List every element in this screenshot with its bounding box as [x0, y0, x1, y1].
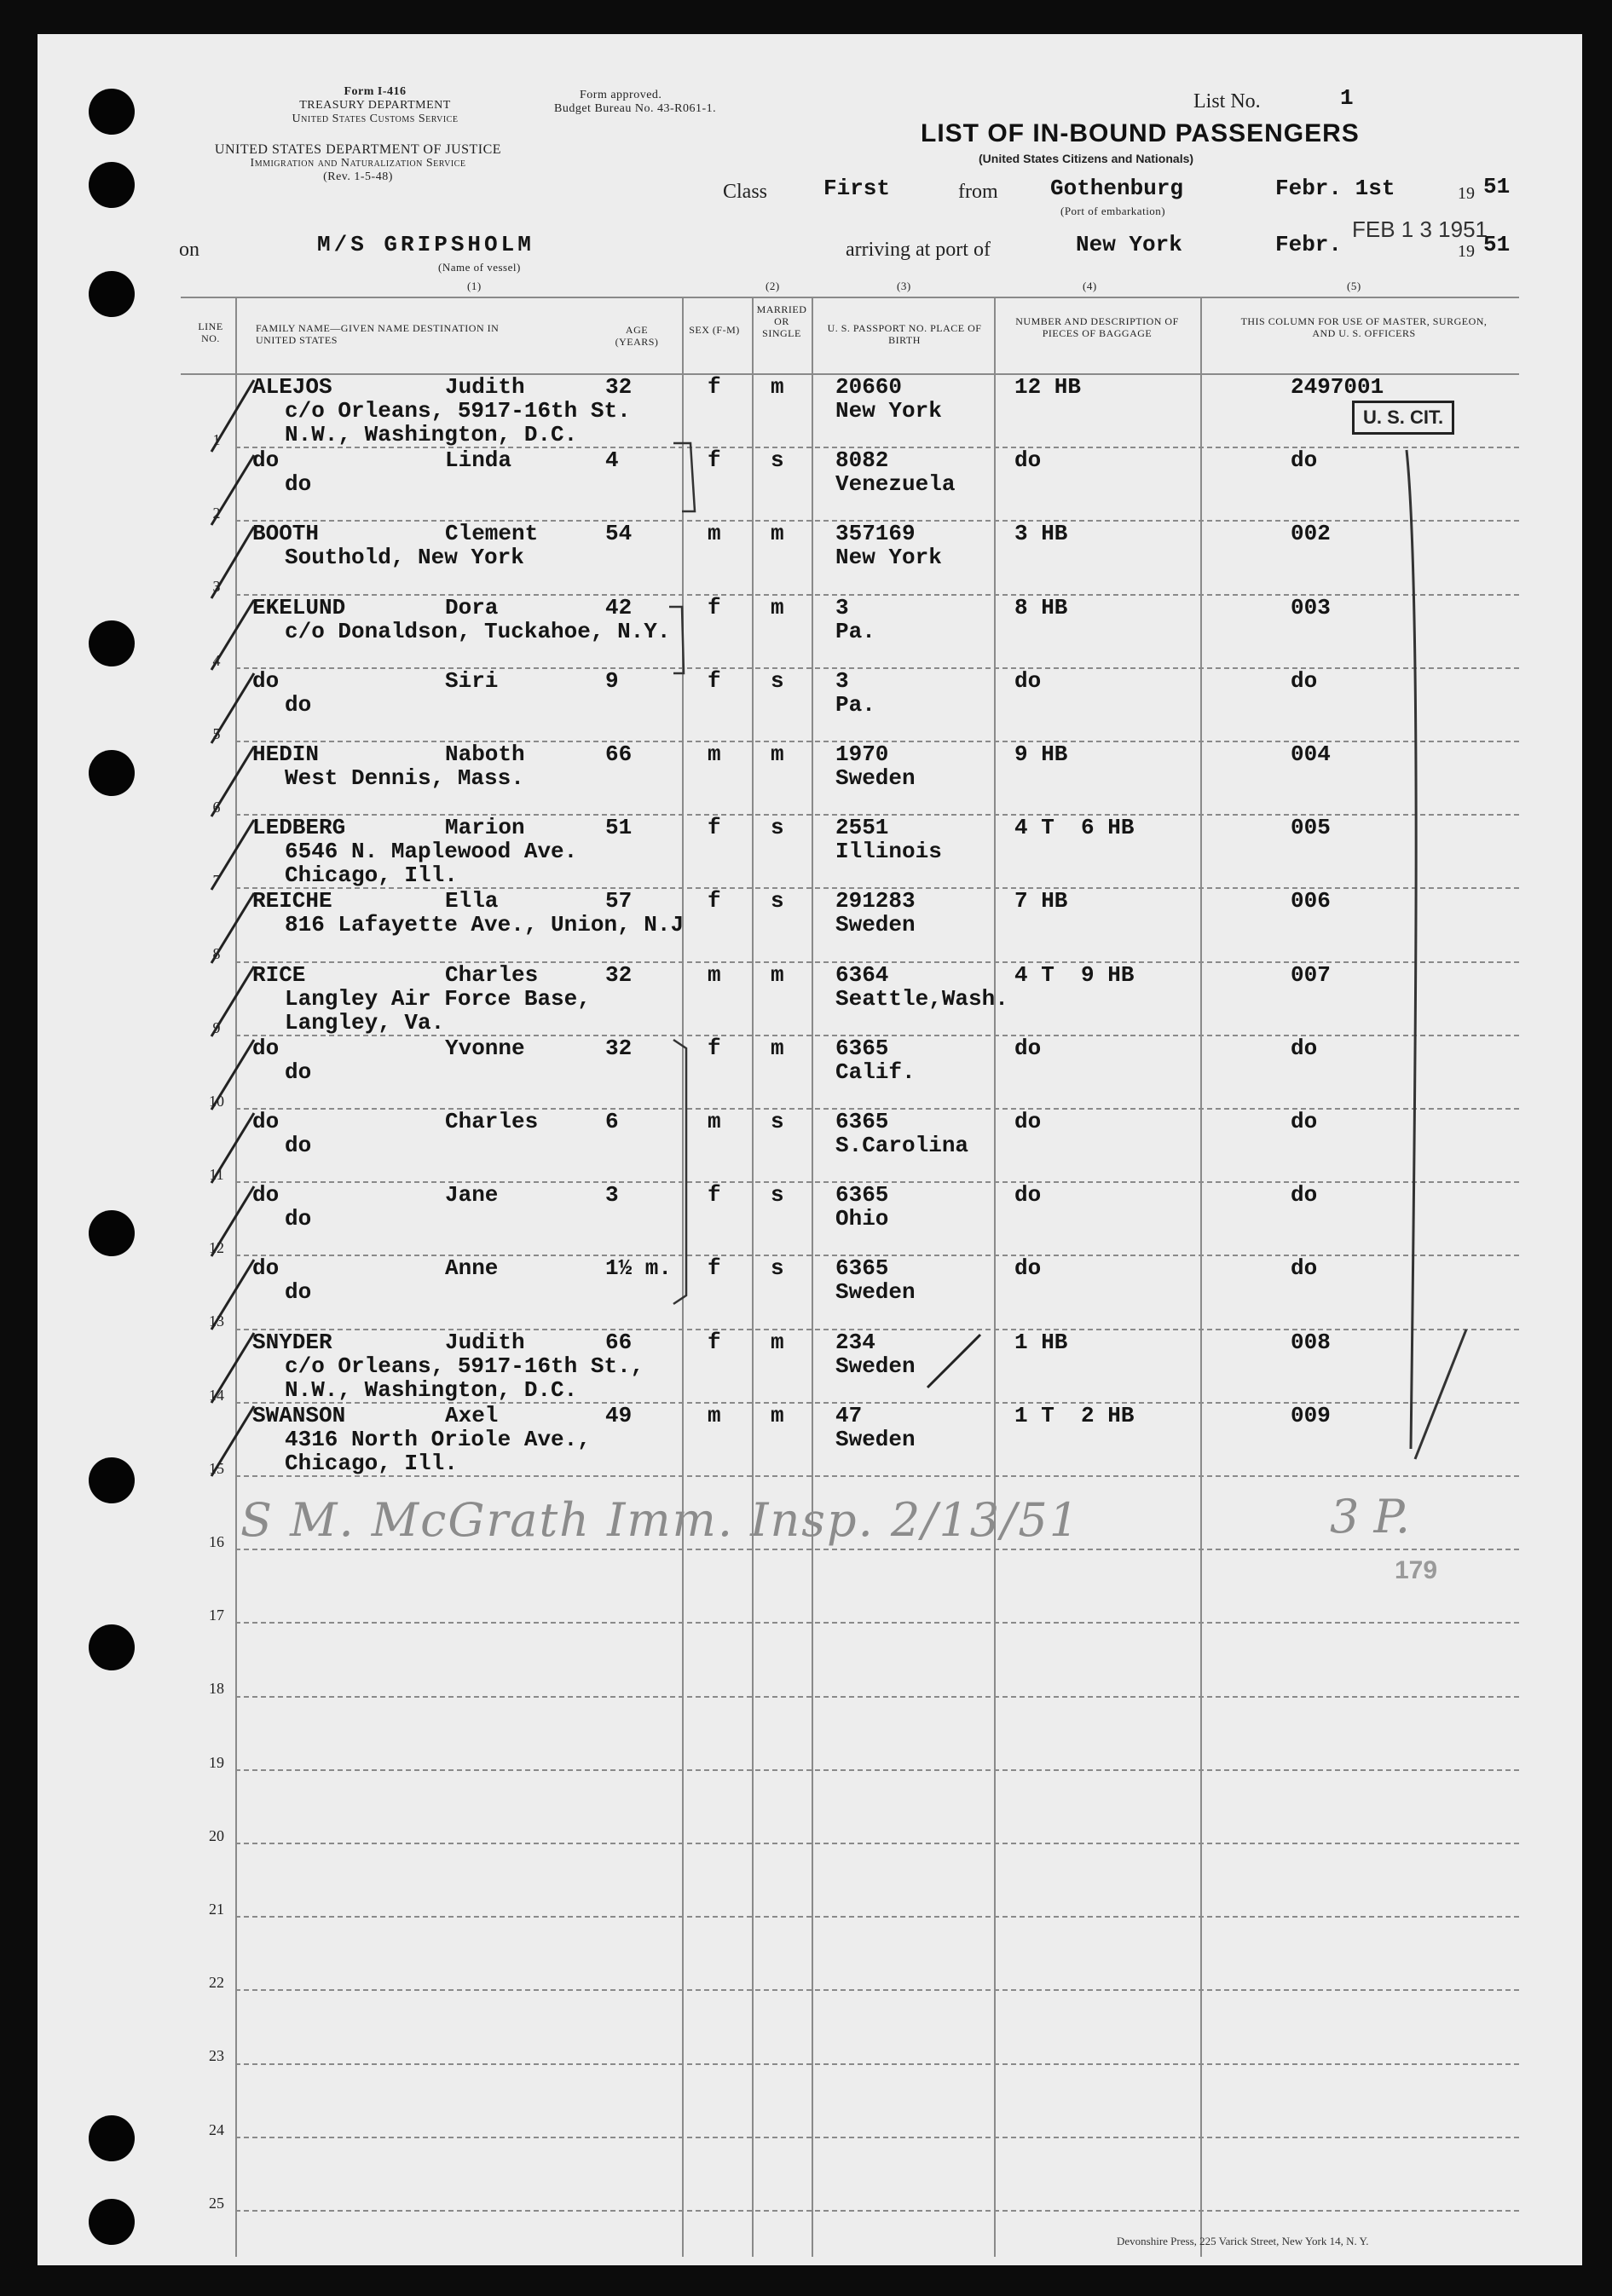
- passport-number: 234: [835, 1329, 875, 1355]
- officer-note: do: [1291, 1109, 1318, 1134]
- marital-status: s: [771, 1255, 784, 1282]
- destination: do: [285, 1133, 312, 1158]
- place-of-birth: Seattle,Wash.: [835, 985, 1008, 1012]
- family-name: BOOTH: [252, 521, 320, 547]
- officer-note: do: [1291, 447, 1318, 474]
- sex: f: [708, 667, 721, 694]
- destination: Langley Air Force Base,: [285, 985, 591, 1012]
- sex: m: [708, 1402, 721, 1428]
- marital-status: s: [771, 667, 784, 694]
- destination: c/o Orleans, 5917-16th St.,: [285, 1353, 644, 1379]
- baggage: 3 HB: [1014, 521, 1068, 547]
- sex: f: [708, 594, 721, 620]
- rev-label: (Rev. 1-5-48): [323, 170, 393, 183]
- officer-note: do: [1291, 1035, 1318, 1061]
- destination: do: [285, 471, 312, 498]
- signature-note: 3 P.: [1330, 1490, 1411, 1543]
- age: 9: [605, 667, 619, 694]
- place-of-birth: Sweden: [835, 765, 916, 791]
- passport-number: 8082: [835, 447, 889, 474]
- place-of-birth: New York: [835, 545, 942, 571]
- depart-date: Febr. 1st: [1275, 176, 1395, 201]
- place-of-birth: Venezuela: [835, 471, 956, 498]
- sex: m: [708, 741, 721, 767]
- sex: f: [708, 815, 721, 841]
- col-head-sex: SEX (F-M): [689, 324, 740, 336]
- place-of-birth: Calif.: [835, 1059, 916, 1085]
- col-number: (2): [766, 280, 780, 292]
- place-of-birth: Sweden: [835, 912, 916, 938]
- officer-note: do: [1291, 1255, 1318, 1282]
- col-head-married: MARRIED OR SINGLE: [756, 303, 807, 339]
- inspector-signature: S M. McGrath Imm. Insp. 2/13/51: [240, 1493, 1081, 1547]
- family-name: do: [252, 1182, 280, 1209]
- arriving-label: arriving at port of: [846, 239, 991, 261]
- given-name: Siri: [445, 667, 499, 694]
- list-no-label: List No.: [1193, 90, 1261, 112]
- destination: do: [285, 1206, 312, 1232]
- baggage: do: [1014, 1255, 1042, 1282]
- printer-footer: Devonshire Press, 225 Varick Street, New York 14, N. Y.: [1117, 2235, 1369, 2247]
- year-prefix-1: 19: [1458, 184, 1475, 203]
- officer-note: do: [1291, 667, 1318, 694]
- col-number: (3): [897, 280, 911, 292]
- place-of-birth: Sweden: [835, 1353, 916, 1379]
- passport-number: 6365: [835, 1182, 889, 1209]
- arrival-port: New York: [1076, 232, 1182, 257]
- sex: m: [708, 961, 721, 988]
- line-number: 13: [209, 1312, 224, 1330]
- destination: do: [285, 691, 312, 718]
- age: 4: [605, 447, 619, 474]
- age: 49: [605, 1402, 633, 1428]
- officer-note: 2497001: [1291, 374, 1384, 400]
- family-name: do: [252, 667, 280, 694]
- budget-number: Budget Bureau No. 43-R061-1.: [554, 102, 717, 115]
- given-name: Jane: [445, 1182, 499, 1209]
- baggage: do: [1014, 667, 1042, 694]
- family-name: SWANSON: [252, 1402, 346, 1428]
- on-label: on: [179, 239, 199, 261]
- destination: N.W., Washington, D.C.: [285, 1376, 578, 1403]
- line-number: 6: [212, 799, 221, 816]
- destination: N.W., Washington, D.C.: [285, 422, 578, 447]
- col-number: (5): [1347, 280, 1361, 292]
- col-head-name: FAMILY NAME—GIVEN NAME DESTINATION IN UNITED STATES: [256, 322, 500, 346]
- col-head-passport: U. S. PASSPORT NO. PLACE OF BIRTH: [827, 322, 982, 346]
- justice-label: UNITED STATES DEPARTMENT OF JUSTICE: [214, 142, 502, 157]
- arrival-date: Febr.: [1275, 232, 1343, 257]
- age: 32: [605, 961, 633, 988]
- family-name: do: [252, 1109, 280, 1134]
- passport-number: 6364: [835, 961, 889, 988]
- class-value: First: [823, 176, 891, 201]
- given-name: Judith: [445, 1329, 525, 1355]
- given-name: Dora: [445, 594, 499, 620]
- sex: m: [708, 521, 721, 547]
- marital-status: m: [771, 961, 784, 988]
- given-name: Yvonne: [445, 1035, 525, 1061]
- officer-note: 009: [1291, 1402, 1331, 1428]
- marital-status: m: [771, 521, 784, 547]
- year-prefix-2: 19: [1458, 242, 1475, 261]
- family-name: SNYDER: [252, 1329, 332, 1355]
- destination: do: [285, 1279, 312, 1306]
- baggage: do: [1014, 1182, 1042, 1209]
- col-head-line: LINE NO.: [198, 320, 223, 344]
- place-of-birth: Ohio: [835, 1206, 889, 1232]
- baggage: 12 HB: [1014, 374, 1082, 400]
- baggage: 4 T 6 HB: [1014, 815, 1135, 841]
- col-number: (1): [467, 280, 482, 292]
- passport-number: 3: [835, 594, 849, 620]
- age: 42: [605, 594, 633, 620]
- sex: f: [708, 1255, 721, 1282]
- page-title: LIST OF IN-BOUND PASSENGERS: [921, 119, 1360, 147]
- age: 66: [605, 1329, 633, 1355]
- passport-number: 6365: [835, 1255, 889, 1282]
- sex: f: [708, 374, 721, 400]
- sex: f: [708, 888, 721, 914]
- line-number: 15: [209, 1459, 224, 1477]
- family-name: HEDIN: [252, 741, 320, 767]
- destination: West Dennis, Mass.: [285, 765, 524, 791]
- marital-status: m: [771, 374, 784, 400]
- baggage: do: [1014, 1109, 1042, 1134]
- baggage: 4 T 9 HB: [1014, 961, 1135, 988]
- port-caption: (Port of embarkation): [1060, 205, 1166, 217]
- destination: 6546 N. Maplewood Ave.: [285, 839, 578, 865]
- officer-note: 006: [1291, 888, 1331, 914]
- passport-number: 6365: [835, 1109, 889, 1134]
- officer-note: do: [1291, 1182, 1318, 1209]
- family-name: EKELUND: [252, 594, 346, 620]
- from-label: from: [958, 181, 998, 203]
- age: 66: [605, 741, 633, 767]
- line-number: 19: [209, 1753, 224, 1771]
- destination: Southold, New York: [285, 545, 524, 571]
- destination: c/o Orleans, 5917-16th St.: [285, 398, 631, 424]
- given-name: Anne: [445, 1255, 499, 1282]
- family-name: do: [252, 1035, 280, 1061]
- line-number: 20: [209, 1826, 224, 1844]
- sex: f: [708, 1329, 721, 1355]
- list-no-value: 1: [1340, 85, 1354, 111]
- line-number: 3: [212, 578, 221, 596]
- marital-status: m: [771, 1035, 784, 1061]
- page-subtitle: (United States Citizens and Nationals): [979, 152, 1194, 165]
- family-name: REICHE: [252, 888, 332, 914]
- given-name: Naboth: [445, 741, 525, 767]
- line-number: 14: [209, 1386, 224, 1404]
- baggage: 7 HB: [1014, 888, 1068, 914]
- sex: f: [708, 1035, 721, 1061]
- age: 32: [605, 374, 633, 400]
- col-head-officers: THIS COLUMN FOR USE OF MASTER, SURGEON, AND U. S. OFFICERS: [1240, 315, 1488, 339]
- destination: Chicago, Ill.: [285, 862, 458, 889]
- place-of-birth: Pa.: [835, 691, 875, 718]
- vessel-name: M/S GRIPSHOLM: [317, 232, 534, 257]
- marital-status: m: [771, 594, 784, 620]
- age: 1½ m.: [605, 1255, 673, 1282]
- line-number: 18: [209, 1680, 224, 1698]
- line-number: 25: [209, 2194, 224, 2212]
- line-check-marks: [211, 380, 980, 1476]
- form-approved: Form approved.: [580, 89, 662, 101]
- page-number-stamp: 179: [1395, 1556, 1438, 1584]
- line-number: 10: [209, 1092, 224, 1110]
- line-number: 11: [209, 1166, 224, 1183]
- destination: do: [285, 1059, 312, 1085]
- officer-note: 003: [1291, 594, 1331, 620]
- from-value: Gothenburg: [1050, 176, 1184, 201]
- officer-note: 004: [1291, 741, 1331, 767]
- age: 54: [605, 521, 633, 547]
- family-name: LEDBERG: [252, 815, 346, 841]
- officer-note: 002: [1291, 521, 1331, 547]
- line-number: 16: [209, 1533, 224, 1550]
- line-number: 23: [209, 2047, 224, 2065]
- treasury-label: TREASURY DEPARTMENT: [299, 99, 451, 112]
- line-number: 9: [212, 1018, 221, 1036]
- form-number: Form I-416: [344, 85, 407, 98]
- passport-number: 2551: [835, 815, 889, 841]
- passport-number: 20660: [835, 374, 903, 400]
- destination: 4316 North Oriole Ave.,: [285, 1426, 591, 1452]
- marital-status: s: [771, 1182, 784, 1209]
- marital-status: m: [771, 741, 784, 767]
- col-head-age: AGE (YEARS): [615, 324, 659, 348]
- marital-status: m: [771, 1329, 784, 1355]
- vessel-caption: (Name of vessel): [438, 261, 521, 274]
- officer-note: 005: [1291, 815, 1331, 841]
- passport-number: 1970: [835, 741, 889, 767]
- sex: f: [708, 1182, 721, 1209]
- given-name: Marion: [445, 815, 525, 841]
- bracket-mark: [673, 443, 695, 511]
- place-of-birth: Pa.: [835, 618, 875, 644]
- customs-label: United States Customs Service: [292, 112, 459, 125]
- given-name: Linda: [445, 447, 512, 474]
- marital-status: s: [771, 888, 784, 914]
- vertical-check-line: [1407, 450, 1416, 1449]
- marital-status: m: [771, 1402, 784, 1428]
- given-name: Charles: [445, 1109, 539, 1134]
- officer-note: 007: [1291, 961, 1331, 988]
- bracket-mark: [673, 1040, 686, 1304]
- given-name: Judith: [445, 374, 525, 400]
- arrival-date-stamp: FEB 1 3 1951: [1352, 216, 1488, 242]
- passport-number: 357169: [835, 521, 916, 547]
- passport-number: 3: [835, 667, 849, 694]
- officer-note: 008: [1291, 1329, 1331, 1355]
- line-number: 4: [212, 651, 221, 669]
- line-number: 22: [209, 1974, 224, 1992]
- destination: 816 Lafayette Ave., Union, N.J: [285, 912, 685, 938]
- place-of-birth: S.Carolina: [835, 1133, 969, 1158]
- ins-label: Immigration and Naturalization Service: [250, 157, 466, 170]
- us-cit-stamp: U. S. CIT.: [1352, 401, 1454, 435]
- baggage: do: [1014, 447, 1042, 474]
- baggage: 8 HB: [1014, 594, 1068, 620]
- year-1: 51: [1483, 174, 1511, 199]
- bracket-mark: [669, 607, 684, 673]
- age: 57: [605, 888, 633, 914]
- line-number: 17: [209, 1607, 224, 1624]
- age: 3: [605, 1182, 619, 1209]
- age: 6: [605, 1109, 619, 1134]
- class-label: Class: [723, 181, 768, 203]
- given-name: Axel: [445, 1402, 499, 1428]
- marital-status: s: [771, 815, 784, 841]
- year-2: 51: [1483, 232, 1511, 257]
- age: 51: [605, 815, 633, 841]
- line-number: 2: [212, 505, 221, 522]
- given-name: Clement: [445, 521, 539, 547]
- baggage: 1 HB: [1014, 1329, 1068, 1355]
- line-number: 21: [209, 1901, 224, 1918]
- baggage: 1 T 2 HB: [1014, 1402, 1135, 1428]
- col-head-baggage: NUMBER AND DESCRIPTION OF PIECES OF BAGGAGE: [1015, 315, 1179, 339]
- family-name: do: [252, 447, 280, 474]
- destination: Chicago, Ill.: [285, 1450, 458, 1476]
- col-number: (4): [1083, 280, 1097, 292]
- given-name: Ella: [445, 888, 499, 914]
- family-name: RICE: [252, 961, 306, 988]
- line-number: 24: [209, 2120, 224, 2138]
- sex: f: [708, 447, 721, 474]
- line-number: 1: [212, 431, 221, 448]
- line-number: 12: [209, 1239, 224, 1257]
- passport-number: 291283: [835, 888, 916, 914]
- line-number: 8: [212, 945, 221, 963]
- destination: Langley, Va.: [285, 1009, 445, 1036]
- family-name: ALEJOS: [252, 374, 332, 400]
- destination: c/o Donaldson, Tuckahoe, N.Y.: [285, 618, 671, 644]
- place-of-birth: New York: [835, 398, 942, 424]
- check-stroke: [1415, 1330, 1466, 1459]
- place-of-birth: Sweden: [835, 1279, 916, 1306]
- baggage: 9 HB: [1014, 741, 1068, 767]
- baggage: do: [1014, 1035, 1042, 1061]
- sex: m: [708, 1109, 721, 1134]
- place-of-birth: Sweden: [835, 1426, 916, 1452]
- line-number: 5: [212, 724, 221, 742]
- marital-status: s: [771, 1109, 784, 1134]
- given-name: Charles: [445, 961, 539, 988]
- age: 32: [605, 1035, 633, 1061]
- passport-number: 47: [835, 1402, 863, 1428]
- passport-number: 6365: [835, 1035, 889, 1061]
- marital-status: s: [771, 447, 784, 474]
- line-number: 7: [212, 872, 221, 890]
- place-of-birth: Illinois: [835, 839, 942, 865]
- family-name: do: [252, 1255, 280, 1282]
